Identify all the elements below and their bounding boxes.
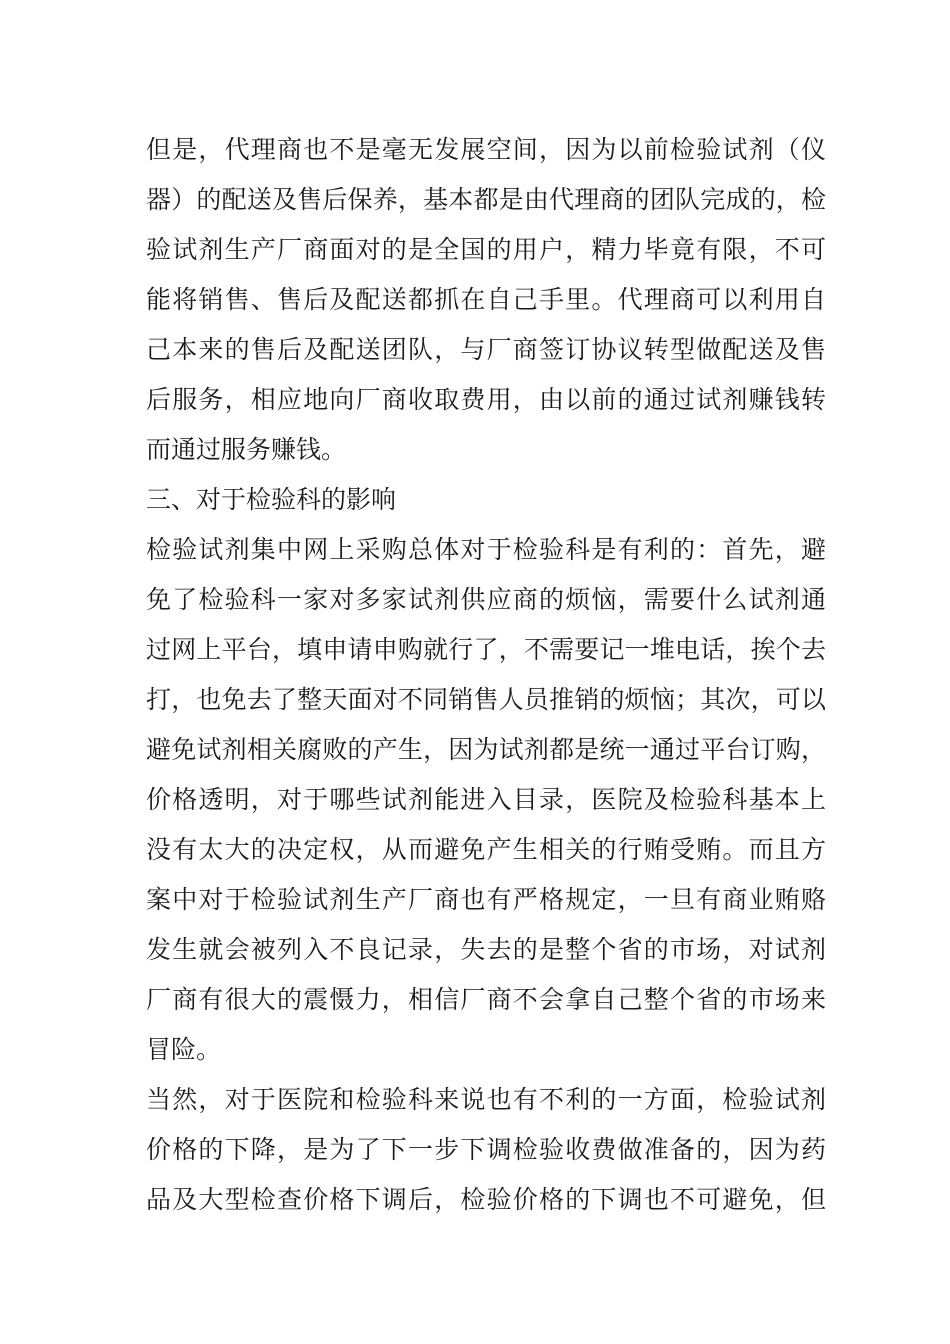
text-line: 避免试剂相关腐败的产生，因为试剂都是统一通过平台订购， (146, 735, 826, 764)
text-line: 厂商有很大的震慑力，相信厂商不会拿自己整个省的市场来 (146, 985, 826, 1014)
text-line: 发生就会被列入不良记录，失去的是整个省的市场，对试剂 (146, 935, 826, 964)
text-line: 案中对于检验试剂生产厂商也有严格规定，一旦有商业贿赂 (146, 885, 826, 914)
text-line: 冒险。 (146, 1035, 222, 1064)
text-line: 但是，代理商也不是毫无发展空间，因为以前检验试剂（仪 (146, 135, 826, 164)
text-line: 价格透明，对于哪些试剂能进入目录，医院及检验科基本上 (146, 785, 826, 814)
text-line: 免了检验科一家对多家试剂供应商的烦恼，需要什么试剂通 (146, 585, 826, 614)
text-line: 没有太大的决定权，从而避免产生相关的行贿受贿。而且方 (146, 835, 826, 864)
section-heading: 三、对于检验科的影响 (146, 485, 397, 514)
text-line: 价格的下降，是为了下一步下调检验收费做准备的，因为药 (146, 1135, 826, 1164)
text-line: 己本来的售后及配送团队，与厂商签订协议转型做配送及售 (146, 335, 826, 364)
text-line: 器）的配送及售后保养，基本都是由代理商的团队完成的，检 (146, 185, 826, 214)
text-line: 过网上平台，填申请申购就行了，不需要记一堆电话，挨个去 (146, 635, 826, 664)
text-line: 而通过服务赚钱。 (146, 435, 347, 464)
text-line: 检验试剂集中网上采购总体对于检验科是有利的：首先，避 (146, 535, 826, 564)
text-line: 能将销售、售后及配送都抓在自己手里。代理商可以利用自 (146, 285, 826, 314)
text-line: 当然，对于医院和检验科来说也有不利的一方面，检验试剂 (146, 1085, 826, 1114)
text-line: 后服务，相应地向厂商收取费用，由以前的通过试剂赚钱转 (146, 385, 826, 414)
text-line: 打，也免去了整天面对不同销售人员推销的烦恼；其次，可以 (146, 685, 826, 714)
text-line: 验试剂生产厂商面对的是全国的用户，精力毕竟有限，不可 (146, 235, 826, 264)
text-line: 品及大型检查价格下调后，检验价格的下调也不可避免，但 (146, 1185, 826, 1214)
